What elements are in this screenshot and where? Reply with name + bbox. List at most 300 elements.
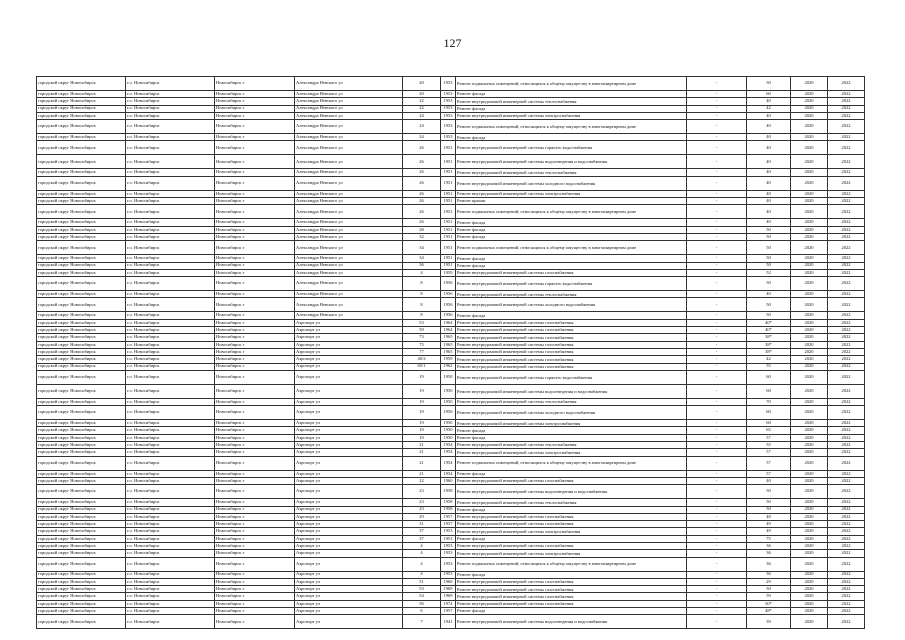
house-number-cell: 4 xyxy=(403,542,441,549)
street-cell: Аэропорт ул xyxy=(295,384,403,398)
useful-life-cell: 40 xyxy=(747,112,791,119)
house-number-cell: 32 xyxy=(403,233,441,240)
table-row xyxy=(37,477,865,484)
house-number-cell: 21 xyxy=(403,449,441,456)
table-row xyxy=(37,98,865,105)
work-type-cell: Ремонт внутридомовой инженерной системы холодного водоснабжения xyxy=(456,298,687,312)
city-cell: Новосибирск г xyxy=(215,470,295,477)
table-row xyxy=(37,356,865,363)
note-cell: - xyxy=(687,190,747,197)
useful-life-cell: 40 xyxy=(747,205,791,219)
house-number-cell: 56 xyxy=(403,600,441,607)
house-number-cell: 26 xyxy=(403,176,441,190)
build-year-cell: 1951 xyxy=(441,219,456,226)
city-cell: Новосибирск г xyxy=(215,141,295,155)
city-cell: Новосибирск г xyxy=(215,169,295,176)
build-year-cell: 1957 xyxy=(441,513,456,520)
house-number-cell: 23 xyxy=(403,499,441,506)
plan-end-year-cell: 2022 xyxy=(828,608,865,615)
settlement-cell: г.о. Новосибирск xyxy=(126,255,215,262)
note-cell: - xyxy=(687,586,747,593)
settlement-cell: г.о. Новосибирск xyxy=(126,312,215,319)
work-type-cell: Ремонт внутридомовой инженерной системы электроснабжения xyxy=(456,112,687,119)
city-cell: Новосибирск г xyxy=(215,176,295,190)
street-cell: Аэропорт ул xyxy=(295,427,403,434)
note-cell: - xyxy=(687,542,747,549)
work-type-cell: Ремонт фасада xyxy=(456,233,687,240)
build-year-cell: 1950 xyxy=(441,398,456,405)
plan-start-year-cell: 2020 xyxy=(791,442,828,449)
municipal-district-cell: городской округ Новосибирск xyxy=(37,327,126,334)
table-row xyxy=(37,169,865,176)
plan-end-year-cell: 2022 xyxy=(828,348,865,355)
settlement-cell: г.о. Новосибирск xyxy=(126,535,215,542)
settlement-cell: г.о. Новосибирск xyxy=(126,98,215,105)
plan-start-year-cell: 2020 xyxy=(791,77,828,91)
house-number-cell: 51 xyxy=(403,578,441,585)
build-year-cell: 1951 xyxy=(441,141,456,155)
settlement-cell: г.о. Новосибирск xyxy=(126,363,215,370)
build-year-cell: 1953 xyxy=(441,112,456,119)
municipal-district-cell: городской округ Новосибирск xyxy=(37,406,126,420)
note-cell: - xyxy=(687,327,747,334)
build-year-cell: 1956 xyxy=(441,291,456,298)
table-row xyxy=(37,291,865,298)
city-cell: Новосибирск г xyxy=(215,506,295,513)
settlement-cell: г.о. Новосибирск xyxy=(126,241,215,255)
useful-life-cell: 55 xyxy=(747,363,791,370)
city-cell: Новосибирск г xyxy=(215,578,295,585)
plan-start-year-cell: 2020 xyxy=(791,327,828,334)
street-cell: Александра Невского ул xyxy=(295,120,403,134)
house-number-cell: 65/1 xyxy=(403,363,441,370)
house-number-cell: 54 xyxy=(403,593,441,600)
work-type-cell: Ремонт фасада xyxy=(456,255,687,262)
build-year-cell: 1953 xyxy=(441,571,456,578)
table-row xyxy=(37,226,865,233)
note-cell: - xyxy=(687,406,747,420)
city-cell: Новосибирск г xyxy=(215,521,295,528)
municipal-district-cell: городской округ Новосибирск xyxy=(37,384,126,398)
useful-life-cell: 49 xyxy=(747,528,791,535)
table-row xyxy=(37,521,865,528)
plan-start-year-cell: 2020 xyxy=(791,406,828,420)
build-year-cell: 1953 xyxy=(441,134,456,141)
municipal-district-cell: городской округ Новосибирск xyxy=(37,449,126,456)
build-year-cell: 1969 xyxy=(441,593,456,600)
work-type-cell: Ремонт фасада xyxy=(456,470,687,477)
settlement-cell: г.о. Новосибирск xyxy=(126,499,215,506)
useful-life-cell: 36 xyxy=(747,571,791,578)
plan-start-year-cell: 2020 xyxy=(791,427,828,434)
table-row xyxy=(37,456,865,470)
street-cell: Аэропорт ул xyxy=(295,356,403,363)
settlement-cell: г.о. Новосибирск xyxy=(126,169,215,176)
note-cell: - xyxy=(687,233,747,240)
note-cell: - xyxy=(687,578,747,585)
settlement-cell: г.о. Новосибирск xyxy=(126,485,215,499)
plan-end-year-cell: 2022 xyxy=(828,406,865,420)
house-number-cell: 21 xyxy=(403,442,441,449)
build-year-cell: 1964 xyxy=(441,319,456,326)
municipal-district-cell: городской округ Новосибирск xyxy=(37,241,126,255)
build-year-cell: 1951 xyxy=(441,255,456,262)
settlement-cell: г.о. Новосибирск xyxy=(126,550,215,557)
municipal-district-cell: городской округ Новосибирск xyxy=(37,155,126,169)
city-cell: Новосибирск г xyxy=(215,327,295,334)
work-type-cell: Ремонт подвальных помещений, относящихся к общему имуществу в многоквартирном доме xyxy=(456,205,687,219)
settlement-cell: г.о. Новосибирск xyxy=(126,384,215,398)
build-year-cell: 1959 xyxy=(441,269,456,276)
plan-end-year-cell: 2022 xyxy=(828,134,865,141)
city-cell: Новосибирск г xyxy=(215,341,295,348)
plan-end-year-cell: 2022 xyxy=(828,535,865,542)
useful-life-cell: 40 xyxy=(747,141,791,155)
street-cell: Аэропорт ул xyxy=(295,586,403,593)
settlement-cell: г.о. Новосибирск xyxy=(126,427,215,434)
plan-start-year-cell: 2020 xyxy=(791,134,828,141)
table-row xyxy=(37,406,865,420)
house-number-cell: 21 xyxy=(403,470,441,477)
city-cell: Новосибирск г xyxy=(215,449,295,456)
city-cell: Новосибирск г xyxy=(215,319,295,326)
work-type-cell: Ремонт внутридомовой инженерной системы газоснабжения xyxy=(456,513,687,520)
house-number-cell: 26 xyxy=(403,190,441,197)
work-type-cell: Ремонт фасада xyxy=(456,434,687,441)
house-number-cell: 36 xyxy=(403,262,441,269)
plan-end-year-cell: 2022 xyxy=(828,420,865,427)
municipal-district-cell: городской округ Новосибирск xyxy=(37,91,126,98)
useful-life-cell: 50 xyxy=(747,226,791,233)
work-type-cell: Ремонт фасада xyxy=(456,105,687,112)
note-cell: - xyxy=(687,571,747,578)
build-year-cell: 1965 xyxy=(441,341,456,348)
municipal-district-cell: городской округ Новосибирск xyxy=(37,112,126,119)
build-year-cell: 1950 xyxy=(441,434,456,441)
useful-life-cell: 55 xyxy=(747,442,791,449)
table-row xyxy=(37,542,865,549)
table-row xyxy=(37,312,865,319)
street-cell: Александра Невского ул xyxy=(295,277,403,291)
work-type-cell: Ремонт подвальных помещений, относящихся к общему имуществу в многоквартирном доме xyxy=(456,241,687,255)
municipal-district-cell: городской округ Новосибирск xyxy=(37,485,126,499)
street-cell: Аэропорт ул xyxy=(295,334,403,341)
table-row xyxy=(37,550,865,557)
note-cell: - xyxy=(687,291,747,298)
useful-life-cell: 60 xyxy=(747,91,791,98)
house-number-cell: 4 xyxy=(403,269,441,276)
municipal-district-cell: городской округ Новосибирск xyxy=(37,542,126,549)
settlement-cell: г.о. Новосибирск xyxy=(126,356,215,363)
plan-start-year-cell: 2020 xyxy=(791,176,828,190)
table-row xyxy=(37,485,865,499)
work-type-cell: Ремонт внутридомовой инженерной системы горячего водоснабжения xyxy=(456,277,687,291)
street-cell: Александра Невского ул xyxy=(295,98,403,105)
plan-start-year-cell: 2020 xyxy=(791,384,828,398)
plan-end-year-cell: 2022 xyxy=(828,312,865,319)
municipal-district-cell: городской округ Новосибирск xyxy=(37,233,126,240)
street-cell: Александра Невского ул xyxy=(295,219,403,226)
work-type-cell: Ремонт фасада xyxy=(456,427,687,434)
work-type-cell: Ремонт внутридомовой инженерной системы газоснабжения xyxy=(456,542,687,549)
build-year-cell: 1951 xyxy=(441,226,456,233)
city-cell: Новосибирск г xyxy=(215,98,295,105)
municipal-district-cell: городской округ Новосибирск xyxy=(37,219,126,226)
street-cell: Александра Невского ул xyxy=(295,176,403,190)
work-type-cell: Ремонт внутридомовой инженерной системы электроснабжения xyxy=(456,528,687,535)
settlement-cell: г.о. Новосибирск xyxy=(126,348,215,355)
city-cell: Новосибирск г xyxy=(215,499,295,506)
works-table-container xyxy=(36,76,864,629)
street-cell: Александра Невского ул xyxy=(295,105,403,112)
note-cell: - xyxy=(687,434,747,441)
municipal-district-cell: городской округ Новосибирск xyxy=(37,434,126,441)
build-year-cell: 1950 xyxy=(441,384,456,398)
plan-start-year-cell: 2020 xyxy=(791,112,828,119)
street-cell: Александра Невского ул xyxy=(295,262,403,269)
useful-life-cell: 57 xyxy=(747,434,791,441)
street-cell: Аэропорт ул xyxy=(295,341,403,348)
useful-life-cell: 40* xyxy=(747,327,791,334)
city-cell: Новосибирск г xyxy=(215,226,295,233)
work-type-cell: Ремонт крыши xyxy=(456,198,687,205)
street-cell: Аэропорт ул xyxy=(295,557,403,571)
plan-end-year-cell: 2022 xyxy=(828,593,865,600)
plan-end-year-cell: 2022 xyxy=(828,506,865,513)
useful-life-cell: 60 xyxy=(747,370,791,384)
municipal-district-cell: городской округ Новосибирск xyxy=(37,506,126,513)
work-type-cell: Ремонт внутридомовой инженерной системы холодного водоснабжения xyxy=(456,406,687,420)
works-table xyxy=(36,76,865,629)
note-cell: - xyxy=(687,205,747,219)
city-cell: Новосибирск г xyxy=(215,442,295,449)
note-cell: - xyxy=(687,427,747,434)
settlement-cell: г.о. Новосибирск xyxy=(126,420,215,427)
plan-start-year-cell: 2020 xyxy=(791,348,828,355)
municipal-district-cell: городской округ Новосибирск xyxy=(37,586,126,593)
table-row xyxy=(37,327,865,334)
settlement-cell: г.о. Новосибирск xyxy=(126,456,215,470)
plan-end-year-cell: 2022 xyxy=(828,277,865,291)
settlement-cell: г.о. Новосибирск xyxy=(126,298,215,312)
house-number-cell: 26 xyxy=(403,198,441,205)
build-year-cell: 1954 xyxy=(441,449,456,456)
useful-life-cell: 40 xyxy=(747,98,791,105)
house-number-cell: 19 xyxy=(403,434,441,441)
note-cell: - xyxy=(687,169,747,176)
street-cell: Аэропорт ул xyxy=(295,535,403,542)
useful-life-cell: 57 xyxy=(747,470,791,477)
plan-end-year-cell: 2022 xyxy=(828,398,865,405)
plan-start-year-cell: 2020 xyxy=(791,571,828,578)
useful-life-cell: 50 xyxy=(747,255,791,262)
city-cell: Новосибирск г xyxy=(215,190,295,197)
table-row xyxy=(37,334,865,341)
table-row xyxy=(37,233,865,240)
plan-start-year-cell: 2020 xyxy=(791,298,828,312)
city-cell: Новосибирск г xyxy=(215,485,295,499)
street-cell: Аэропорт ул xyxy=(295,442,403,449)
settlement-cell: г.о. Новосибирск xyxy=(126,190,215,197)
note-cell: - xyxy=(687,485,747,499)
city-cell: Новосибирск г xyxy=(215,219,295,226)
plan-end-year-cell: 2022 xyxy=(828,550,865,557)
street-cell: Аэропорт ул xyxy=(295,528,403,535)
plan-start-year-cell: 2020 xyxy=(791,608,828,615)
plan-start-year-cell: 2020 xyxy=(791,434,828,441)
build-year-cell: 1951 xyxy=(441,176,456,190)
note-cell: - xyxy=(687,506,747,513)
work-type-cell: Ремонт фасада xyxy=(456,91,687,98)
municipal-district-cell: городской округ Новосибирск xyxy=(37,499,126,506)
house-number-cell: 26 xyxy=(403,141,441,155)
municipal-district-cell: городской округ Новосибирск xyxy=(37,442,126,449)
settlement-cell: г.о. Новосибирск xyxy=(126,406,215,420)
work-type-cell: Ремонт внутридомовой инженерной системы газоснабжения xyxy=(456,477,687,484)
work-type-cell: Ремонт внутридомовой инженерной системы электроснабжения xyxy=(456,449,687,456)
house-number-cell: 4 xyxy=(403,557,441,571)
municipal-district-cell: городской округ Новосибирск xyxy=(37,593,126,600)
table-row xyxy=(37,434,865,441)
build-year-cell: 1954 xyxy=(441,442,456,449)
useful-life-cell: 40* xyxy=(747,319,791,326)
city-cell: Новосибирск г xyxy=(215,398,295,405)
street-cell: Аэропорт ул xyxy=(295,319,403,326)
work-type-cell: Ремонт внутридомовой инженерной системы теплоснабжения xyxy=(456,499,687,506)
settlement-cell: г.о. Новосибирск xyxy=(126,513,215,520)
useful-life-cell: 40 xyxy=(747,169,791,176)
settlement-cell: г.о. Новосибирск xyxy=(126,205,215,219)
street-cell: Аэропорт ул xyxy=(295,348,403,355)
note-cell: - xyxy=(687,470,747,477)
plan-end-year-cell: 2022 xyxy=(828,615,865,629)
build-year-cell: 1969 xyxy=(441,586,456,593)
work-type-cell: Ремонт подвальных помещений, относящихся к общему имуществу в многоквартирном доме xyxy=(456,120,687,134)
table-row xyxy=(37,398,865,405)
municipal-district-cell: городской округ Новосибирск xyxy=(37,600,126,607)
build-year-cell: 1965 xyxy=(441,334,456,341)
settlement-cell: г.о. Новосибирск xyxy=(126,91,215,98)
municipal-district-cell: городской округ Новосибирск xyxy=(37,312,126,319)
table-row xyxy=(37,571,865,578)
street-cell: Аэропорт ул xyxy=(295,499,403,506)
plan-start-year-cell: 2020 xyxy=(791,550,828,557)
work-type-cell: Ремонт внутридомовой инженерной системы газоснабжения xyxy=(456,600,687,607)
plan-start-year-cell: 2020 xyxy=(791,456,828,470)
plan-start-year-cell: 2020 xyxy=(791,155,828,169)
note-cell: - xyxy=(687,262,747,269)
municipal-district-cell: городской округ Новосибирск xyxy=(37,557,126,571)
street-cell: Аэропорт ул xyxy=(295,593,403,600)
table-row xyxy=(37,535,865,542)
plan-start-year-cell: 2020 xyxy=(791,169,828,176)
build-year-cell: 1951 xyxy=(441,205,456,219)
settlement-cell: г.о. Новосибирск xyxy=(126,600,215,607)
city-cell: Новосибирск г xyxy=(215,608,295,615)
build-year-cell: 1953 xyxy=(441,91,456,98)
build-year-cell: 1953 xyxy=(441,528,456,535)
house-number-cell: 53 xyxy=(403,586,441,593)
note-cell: - xyxy=(687,449,747,456)
useful-life-cell: 48* xyxy=(747,608,791,615)
plan-end-year-cell: 2022 xyxy=(828,434,865,441)
useful-life-cell: 70 xyxy=(747,398,791,405)
useful-life-cell: 40 xyxy=(747,120,791,134)
settlement-cell: г.о. Новосибирск xyxy=(126,141,215,155)
useful-life-cell: 50 xyxy=(747,485,791,499)
street-cell: Александра Невского ул xyxy=(295,255,403,262)
note-cell: - xyxy=(687,219,747,226)
build-year-cell: 1951 xyxy=(441,155,456,169)
house-number-cell: 20 xyxy=(403,91,441,98)
plan-end-year-cell: 2022 xyxy=(828,571,865,578)
plan-end-year-cell: 2022 xyxy=(828,485,865,499)
street-cell: Александра Невского ул xyxy=(295,112,403,119)
plan-start-year-cell: 2020 xyxy=(791,600,828,607)
work-type-cell: Ремонт внутридомовой инженерной системы газоснабжения xyxy=(456,521,687,528)
work-type-cell: Ремонт внутридомовой инженерной системы горячего водоснабжения xyxy=(456,141,687,155)
municipal-district-cell: городской округ Новосибирск xyxy=(37,608,126,615)
municipal-district-cell: городской округ Новосибирск xyxy=(37,105,126,112)
house-number-cell: 26 xyxy=(403,205,441,219)
city-cell: Новосибирск г xyxy=(215,205,295,219)
city-cell: Новосибирск г xyxy=(215,255,295,262)
note-cell: - xyxy=(687,528,747,535)
city-cell: Новосибирск г xyxy=(215,586,295,593)
table-row xyxy=(37,105,865,112)
useful-life-cell: 60 xyxy=(747,384,791,398)
settlement-cell: г.о. Новосибирск xyxy=(126,277,215,291)
table-row xyxy=(37,134,865,141)
build-year-cell: 1957 xyxy=(441,521,456,528)
street-cell: Александра Невского ул xyxy=(295,91,403,98)
plan-start-year-cell: 2020 xyxy=(791,477,828,484)
build-year-cell: 1962 xyxy=(441,363,456,370)
settlement-cell: г.о. Новосибирск xyxy=(126,341,215,348)
plan-end-year-cell: 2022 xyxy=(828,499,865,506)
plan-start-year-cell: 2020 xyxy=(791,506,828,513)
plan-end-year-cell: 2022 xyxy=(828,176,865,190)
street-cell: Аэропорт ул xyxy=(295,542,403,549)
table-row xyxy=(37,77,865,91)
city-cell: Новосибирск г xyxy=(215,77,295,91)
city-cell: Новосибирск г xyxy=(215,134,295,141)
useful-life-cell: 40 xyxy=(747,477,791,484)
house-number-cell: 31 xyxy=(403,521,441,528)
work-type-cell: Ремонт фасада xyxy=(456,134,687,141)
table-row xyxy=(37,269,865,276)
plan-end-year-cell: 2022 xyxy=(828,98,865,105)
build-year-cell: 1953 xyxy=(441,535,456,542)
work-type-cell: Ремонт внутридомовой инженерной системы горячего водоснабжения xyxy=(456,370,687,384)
municipal-district-cell: городской округ Новосибирск xyxy=(37,134,126,141)
city-cell: Новосибирск г xyxy=(215,477,295,484)
house-number-cell: 19 xyxy=(403,398,441,405)
municipal-district-cell: городской округ Новосибирск xyxy=(37,277,126,291)
settlement-cell: г.о. Новосибирск xyxy=(126,586,215,593)
plan-end-year-cell: 2022 xyxy=(828,269,865,276)
plan-start-year-cell: 2020 xyxy=(791,363,828,370)
street-cell: Александра Невского ул xyxy=(295,291,403,298)
plan-end-year-cell: 2022 xyxy=(828,77,865,91)
street-cell: Аэропорт ул xyxy=(295,470,403,477)
useful-life-cell: 50 xyxy=(747,506,791,513)
work-type-cell: Ремонт фасада xyxy=(456,608,687,615)
plan-end-year-cell: 2022 xyxy=(828,456,865,470)
street-cell: Аэропорт ул xyxy=(295,578,403,585)
note-cell: - xyxy=(687,513,747,520)
plan-end-year-cell: 2022 xyxy=(828,586,865,593)
